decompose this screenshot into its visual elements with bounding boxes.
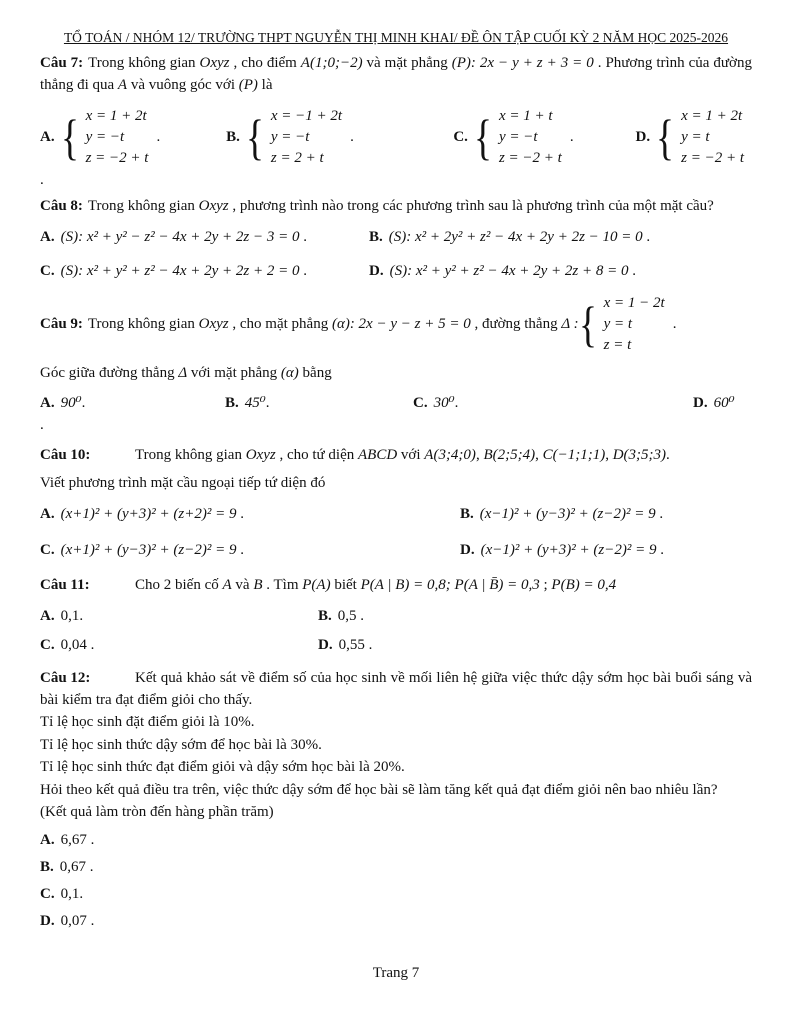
option-d-label: D. (460, 542, 475, 558)
system-line: x = 1 + 2t (681, 107, 743, 124)
question-7-intro (40, 55, 752, 93)
option-d (369, 259, 752, 283)
question-9-line2 (40, 365, 332, 381)
question-8-intro (88, 198, 714, 214)
option-a (40, 604, 318, 628)
option-d-value: 0,55 . (338, 637, 373, 653)
option-c (40, 883, 752, 905)
question-9-intro (88, 316, 579, 333)
question-9 (40, 292, 752, 434)
question-12 (40, 667, 752, 932)
math-fragment: D(3;5;3) (612, 447, 667, 463)
option-c-math: 30⁰ (433, 395, 455, 411)
page-header (40, 30, 752, 46)
option-a (40, 392, 225, 414)
option-d-math: 60⁰ (713, 395, 735, 411)
option-d-suffix: . (628, 263, 636, 279)
option-c-label: C. (413, 395, 428, 411)
option-d-math: (x−1)² + (y+3)² + (z−2)² = 9 (480, 542, 657, 558)
math-fragment: A (117, 77, 128, 93)
question-11-text (40, 574, 752, 596)
option-d (318, 633, 752, 657)
math-fragment: B (253, 577, 263, 593)
option-a-math: (S): x² + y² − z² − 4x + 2y + 2z − 3 = 0 (60, 229, 300, 245)
text-fragment: , (535, 447, 543, 463)
option-b-label: B. (40, 858, 54, 875)
option-a-label: A. (40, 395, 55, 411)
question-10-options (40, 502, 752, 562)
question-7 (40, 52, 752, 189)
math-fragment: Δ (178, 365, 188, 381)
option-b-label: B. (460, 506, 474, 522)
question-7-options (40, 105, 752, 169)
option-c-value: 0,1. (60, 885, 84, 902)
option-d-suffix: . (656, 542, 664, 558)
question-8-label: Câu 8: (40, 198, 83, 214)
option-a-label: A. (40, 506, 55, 522)
option-a-math: 90⁰ (60, 395, 82, 411)
text-fragment: , cho điểm (229, 55, 301, 71)
option-a (40, 225, 369, 249)
option-c-label: C. (40, 637, 55, 653)
math-fragment: (P) (238, 77, 258, 93)
option-b-label: B. (318, 608, 332, 624)
equation-system (246, 105, 342, 169)
system-lines (604, 293, 665, 356)
system-line: x = 1 + t (498, 107, 553, 124)
question-12-statement: (Kết quả làm tròn đến hàng phần trăm) (40, 804, 274, 820)
system-line: y = −t (270, 128, 310, 145)
math-fragment: C(−1;1;1) (542, 447, 606, 463)
option-d (40, 910, 752, 932)
question-12-statement: Tỉ lệ học sinh thức đạt điểm giỏi và dậy sớm học bài là 20%. (40, 759, 405, 775)
option-d (636, 105, 752, 169)
text-fragment: , cho mặt phẳng (228, 315, 332, 332)
math-fragment: A (222, 577, 232, 593)
system-line: z = t (603, 336, 632, 353)
text-fragment: Trong không gian (88, 55, 200, 71)
option-c (453, 105, 635, 169)
math-fragment: Oxyz (245, 447, 276, 463)
option-d-label: D. (318, 637, 333, 653)
text-fragment: Trong không gian (135, 447, 246, 463)
text-fragment: . Phương trình của đường thẳng đi qua (40, 55, 752, 93)
option-b-suffix: . (350, 128, 354, 145)
option-b-suffix: . (655, 506, 664, 522)
option-a-suffix: . (156, 128, 161, 145)
math-fragment: P(A) (302, 577, 331, 593)
system-lines (271, 106, 342, 169)
math-fragment: (α): 2x − y − z + 5 = 0 (331, 315, 471, 332)
question-7-label: Câu 7: (40, 55, 84, 71)
option-c-suffix: . (236, 542, 244, 558)
option-a (40, 502, 460, 526)
question-10 (40, 444, 752, 562)
question-12-text (40, 667, 752, 711)
question-9-text (40, 292, 752, 356)
option-b-value: 0,67 . (59, 858, 94, 875)
system-line: x = −1 + 2t (270, 107, 343, 124)
math-fragment: (α) (280, 365, 299, 381)
option-b-suffix: . (265, 395, 270, 411)
equation-system (579, 292, 665, 356)
option-c-math: (S): x² + y² + z² − 4x + 2y + 2z + 2 = 0 (60, 263, 300, 279)
system-lines (681, 106, 744, 169)
math-fragment: A(1;0;−2) (300, 55, 363, 71)
math-fragment: Oxyz (199, 55, 230, 71)
option-d-label: D. (40, 912, 55, 929)
question-12-statement: Tỉ lệ học sinh thức dậy sớm để học bài là 30%. (40, 736, 322, 753)
text-fragment: , cho tứ diện (275, 447, 358, 463)
text-fragment: , phương trình nào trong các phương trình sau là phương trình của một mặt cầu? (228, 198, 714, 214)
question-9-label: Câu 9: (40, 315, 83, 332)
text-fragment: Góc giữa đường thẳng (40, 365, 179, 381)
left-brace: { (60, 109, 79, 165)
option-c-label: C. (40, 885, 55, 902)
math-fragment: Oxyz (198, 198, 229, 214)
question-9-options (40, 392, 752, 414)
question-11 (40, 574, 752, 657)
text-fragment: bằng (298, 365, 332, 381)
left-brace: { (578, 296, 597, 352)
option-a-suffix: . (81, 395, 86, 411)
math-fragment: Oxyz (198, 315, 229, 332)
option-a-value: 0,1. (60, 608, 84, 624)
text-fragment: . (666, 447, 670, 463)
option-c-suffix: . (569, 128, 574, 145)
option-b (369, 225, 752, 249)
question-12-statement: Tỉ lệ học sinh đặt điểm giỏi là 10%. (40, 714, 255, 730)
system-line: y = −t (85, 128, 125, 145)
option-a-label: A. (40, 229, 55, 245)
option-c-suffix: . (299, 263, 307, 279)
page-number: Trang 7 (372, 965, 420, 981)
option-d-math: (S): x² + y² + z² − 4x + 2y + 2z + 8 = 0 (389, 263, 629, 279)
question-10-label: Câu 10: (40, 447, 91, 463)
system-line: y = t (681, 128, 710, 145)
system-line: y = −t (498, 128, 538, 145)
option-c-label: C. (40, 542, 55, 558)
option-d-label: D. (693, 395, 708, 411)
math-fragment: P(A | B) = 0,8; (360, 577, 451, 593)
stray-period: . (40, 417, 44, 433)
math-fragment: (P): 2x − y + z + 3 = 0 (451, 55, 594, 71)
text-fragment: , (605, 447, 613, 463)
option-a-label: A. (40, 831, 55, 848)
text-fragment: là (257, 77, 273, 93)
option-a (40, 829, 752, 851)
text-fragment: , (475, 447, 484, 463)
option-b-label: B. (369, 229, 383, 245)
text-fragment: biết (330, 577, 361, 593)
option-a-math: (x+1)² + (y+3)² + (z+2)² = 9 (60, 506, 237, 522)
text-fragment: và (231, 577, 254, 593)
system-suffix: . (672, 315, 677, 332)
option-c (413, 392, 693, 414)
text-fragment: và mặt phẳng (362, 55, 452, 71)
math-fragment: P(A | B̄) = 0,3 (454, 577, 540, 593)
text-fragment: và vuông góc với (127, 77, 239, 93)
math-fragment: A(3;4;0) (424, 447, 476, 463)
left-brace: { (473, 109, 492, 165)
option-c-label: C. (40, 263, 55, 279)
option-c-label: C. (453, 128, 468, 145)
option-c (40, 259, 369, 283)
option-c-value: 0,04 . (60, 637, 95, 653)
option-b (225, 392, 413, 414)
question-10-text (40, 444, 752, 466)
system-line: y = t (603, 315, 633, 332)
question-9-subtext (40, 362, 752, 384)
option-b-math: 45⁰ (244, 395, 266, 411)
text-fragment: với (397, 447, 425, 463)
question-11-options (40, 604, 752, 657)
option-d-label: D. (635, 128, 651, 145)
option-b-math: (x−1)² + (y−3)² + (z−2)² = 9 (479, 506, 656, 522)
math-fragment: ABCD (358, 447, 398, 463)
option-d-value: 0,07 . (60, 912, 95, 929)
system-line: z = −2 + t (85, 149, 149, 166)
option-a-label: A. (40, 128, 55, 145)
question-10-subtext: Viết phương trình mặt cầu ngoại tiếp tứ diện đó (40, 475, 326, 491)
option-c-suffix: . (454, 395, 459, 411)
equation-system (474, 105, 562, 169)
text-fragment: . Tìm (262, 577, 303, 593)
question-8 (40, 195, 752, 283)
math-fragment: P(B) = 0,4 (551, 577, 617, 593)
question-12-intro: Kết quả khảo sát về điểm số của học sinh về mối liên hệ giữa việc thức dậy sớm học bài buổi sáng và bài kiểm tra đạt điểm giỏi cho thấy. (40, 670, 752, 708)
option-d-label: D. (369, 263, 384, 279)
text-fragment: , đường thẳng (470, 315, 562, 332)
text-fragment: với mặt phẳng (187, 365, 281, 381)
option-a-label: A. (40, 608, 55, 624)
left-brace: { (656, 109, 675, 165)
system-lines (86, 106, 149, 169)
option-b (460, 502, 752, 526)
header-title: TỔ TOÁN / NHÓM 12/ TRƯỜNG THPT NGUYỄN THỊ MINH KHAI/ ĐỀ ÔN TẬP CUỐI KỲ 2 NĂM HỌC 2025-2026 (63, 30, 729, 45)
option-a-suffix: . (299, 229, 307, 245)
text-fragment: Cho 2 biến cố (135, 577, 223, 593)
option-b (40, 856, 752, 878)
math-fragment: Δ : (561, 315, 579, 332)
question-8-options (40, 225, 752, 283)
option-b-label: B. (226, 128, 240, 145)
question-8-text (40, 195, 752, 217)
question-10-intro (135, 447, 670, 463)
option-d (460, 538, 752, 562)
text-fragment: ; (539, 577, 552, 593)
question-12-label: Câu 12: (40, 670, 91, 686)
option-b-suffix: . (642, 229, 651, 245)
option-c-math: (x+1)² + (y−3)² + (z−2)² = 9 (60, 542, 237, 558)
text-fragment: Trong không gian (87, 198, 199, 214)
option-a-value: 6,67 . (60, 831, 95, 848)
system-line: z = −2 + t (498, 149, 562, 166)
option-a-suffix: . (236, 506, 244, 522)
option-a (40, 105, 226, 169)
option-b-value: 0,5 . (337, 608, 365, 624)
option-d (693, 392, 752, 414)
stray-period: . (40, 172, 44, 188)
system-line: z = −2 + t (681, 149, 744, 166)
question-11-label: Câu 11: (40, 577, 90, 593)
equation-system (61, 105, 149, 169)
left-brace: { (245, 109, 264, 165)
question-11-intro (135, 577, 616, 593)
question-7-text (40, 52, 752, 96)
question-12-options (40, 829, 752, 932)
option-b-label: B. (225, 395, 239, 411)
option-b (226, 105, 453, 169)
system-line: x = 1 + 2t (85, 107, 147, 124)
math-fragment: B(2;5;4) (483, 447, 536, 463)
option-c (40, 538, 460, 562)
question-12-statement: Hỏi theo kết quả điều tra trên, việc thức dậy sớm để học bài sẽ làm tăng kết quả đạt điểm giỏi nên bao nhiêu lần? (40, 781, 718, 798)
option-b-math: (S): x² + 2y² + z² − 4x + 2y + 2z − 10 = 0 (388, 229, 643, 245)
text-fragment: Trong không gian (87, 315, 199, 332)
system-line: x = 1 − 2t (603, 294, 665, 311)
option-c (40, 633, 318, 657)
system-line: z = 2 + t (270, 149, 324, 166)
system-lines (499, 106, 562, 169)
equation-system (656, 105, 744, 169)
option-b (318, 604, 752, 628)
